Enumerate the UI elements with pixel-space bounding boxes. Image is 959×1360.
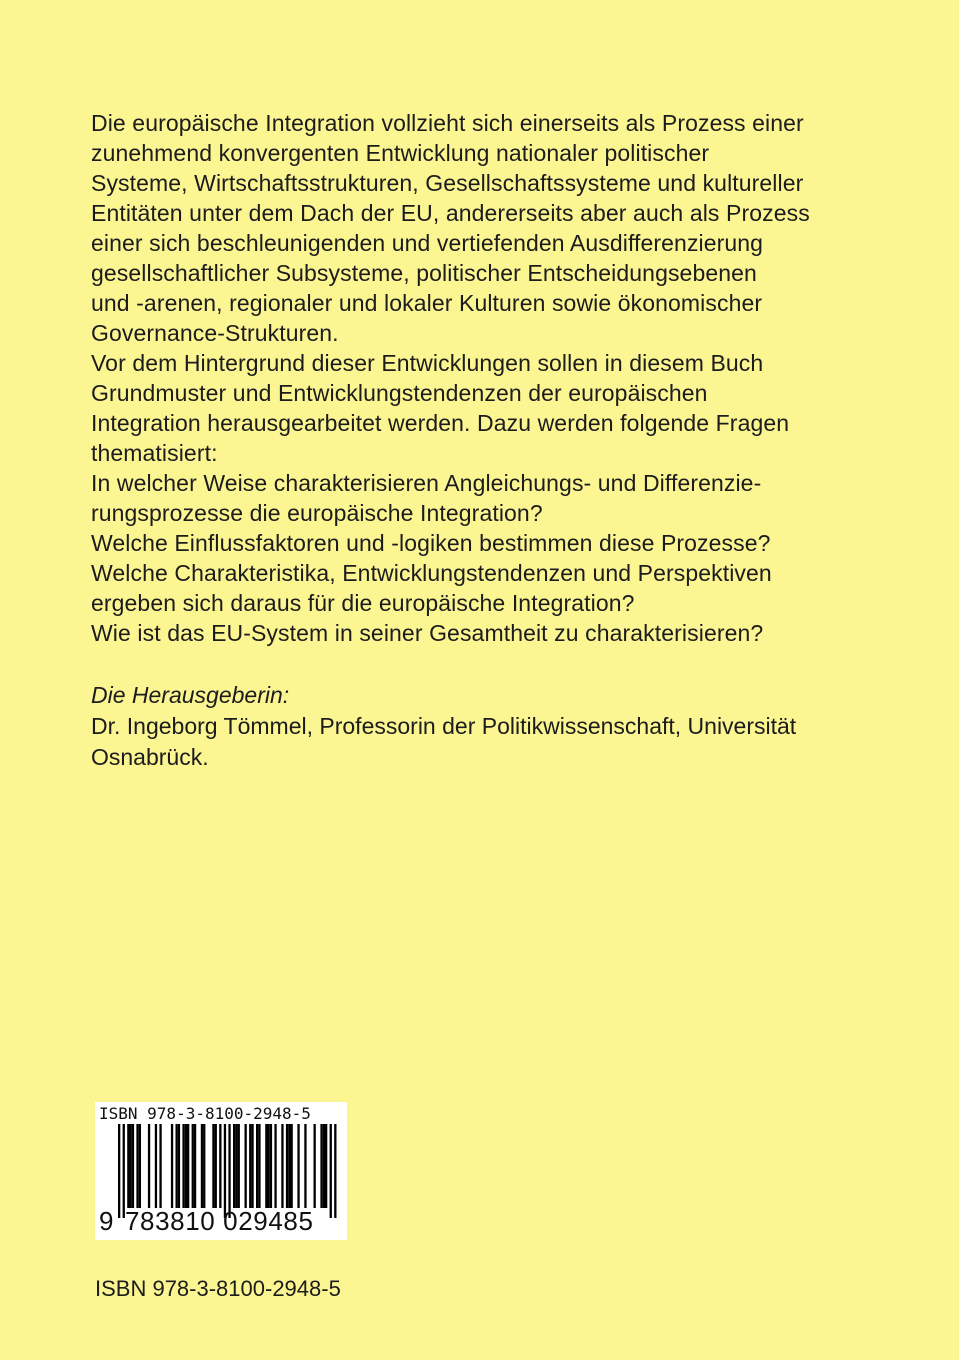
barcode-bar: [215, 1124, 217, 1208]
barcode-bar: [286, 1124, 288, 1208]
barcode-bar: [304, 1124, 306, 1208]
barcode-bar: [270, 1124, 272, 1208]
blurb-line: Governance-Strukturen.: [91, 320, 339, 346]
blurb-line: Wie ist das EU-System in seiner Gesamtheit zu charakterisieren?: [91, 620, 764, 646]
barcode-bar: [320, 1124, 322, 1208]
barcode-bar: [130, 1124, 132, 1208]
barcode-bar: [118, 1124, 120, 1218]
blurb-line: Integration herausgearbeitet werden. Dazu werden folgende Fragen: [91, 410, 790, 436]
barcode-bar: [258, 1124, 260, 1208]
barcode-bar: [185, 1124, 187, 1208]
barcode-bar: [288, 1124, 290, 1208]
barcode-bar: [281, 1124, 283, 1208]
barcode-digits: 783810 029485: [125, 1206, 314, 1236]
blurb-line: In welcher Weise charakterisieren Angleichungs- und Differenzie-: [91, 470, 762, 496]
barcode-bar: [203, 1124, 205, 1208]
editor-line: Osnabrück.: [91, 744, 209, 770]
blurb-line: thematisiert:: [91, 440, 218, 466]
barcode-bar: [235, 1124, 237, 1208]
barcode-bar: [249, 1124, 251, 1208]
blurb-line: Die europäische Integration vollzieht sich einerseits als Prozess einer: [91, 110, 804, 136]
barcode-bar: [219, 1124, 221, 1208]
isbn-footer: ISBN 978-3-8100-2948-5: [95, 1276, 341, 1301]
blurb-line: Welche Einflussfaktoren und -logiken bestimmen diese Prozesse?: [91, 530, 771, 556]
barcode-bar: [323, 1124, 325, 1208]
blurb-line: zunehmend konvergenten Entwicklung nationaler politischer: [91, 140, 710, 166]
barcode-bar: [245, 1124, 247, 1208]
blurb-line: Vor dem Hintergrund dieser Entwicklungen sollen in diesem Buch: [91, 350, 764, 376]
blurb-line: Entitäten unter dem Dach der EU, andererseits aber auch als Prozess: [91, 200, 810, 226]
barcode-bar: [178, 1124, 180, 1208]
barcode-bar: [136, 1124, 138, 1208]
barcode-bar: [251, 1124, 253, 1208]
barcode-bar: [194, 1124, 196, 1208]
editor-line: Dr. Ingeborg Tömmel, Professorin der Politikwissenschaft, Universität: [91, 713, 797, 739]
barcode-bar: [224, 1124, 226, 1218]
barcode-bar: [297, 1124, 299, 1208]
barcode-bar: [139, 1124, 141, 1208]
barcode-isbn-label: ISBN 978-3-8100-2948-5: [99, 1104, 311, 1123]
barcode-bar: [233, 1124, 235, 1208]
barcode-bar: [176, 1124, 178, 1208]
blurb-line: rungsprozesse die europäische Integration?: [91, 500, 543, 526]
blurb-line: Grundmuster und Entwicklungstendenzen der europäischen: [91, 380, 708, 406]
barcode-bar: [325, 1124, 327, 1208]
barcode-bar: [256, 1124, 258, 1208]
blurb-line: Systeme, Wirtschaftsstrukturen, Gesellschaftssysteme und kultureller: [91, 170, 804, 196]
blurb-line: einer sich beschleunigenden und vertiefenden Ausdifferenzierung: [91, 230, 764, 256]
barcode-bar: [201, 1124, 203, 1208]
barcode-bar: [159, 1124, 161, 1208]
barcode-bar: [192, 1124, 194, 1208]
barcode-bar: [212, 1124, 214, 1208]
barcode-bar: [132, 1124, 134, 1208]
barcode-bar: [228, 1124, 230, 1218]
barcode-bar: [291, 1124, 293, 1208]
blurb-line: und -arenen, regionaler und lokaler Kulturen sowie ökonomischer: [91, 290, 763, 316]
barcode-bar: [330, 1124, 332, 1218]
barcode-bar: [187, 1124, 189, 1208]
isbn-barcode: [95, 1102, 347, 1240]
blurb-line: Welche Charakteristika, Entwicklungstendenzen und Perspektiven: [91, 560, 772, 586]
barcode-bar: [148, 1124, 150, 1208]
barcode-first-digit: 9: [99, 1206, 114, 1236]
barcode-bar: [314, 1124, 316, 1208]
barcode-bar: [334, 1124, 336, 1218]
blurb-text: [91, 108, 851, 648]
barcode-bar: [123, 1124, 125, 1218]
barcode-bar: [268, 1124, 270, 1208]
barcode-bar: [238, 1124, 240, 1208]
editor-heading: Die Herausgeberin:: [91, 682, 290, 708]
editor-info: [91, 680, 871, 773]
barcode-bar: [127, 1124, 129, 1208]
blurb-line: gesellschaftlicher Subsysteme, politischer Entscheidungsebenen: [91, 260, 757, 286]
barcode-bar: [274, 1124, 276, 1208]
barcode-bar: [155, 1124, 157, 1208]
barcode-bar: [182, 1124, 184, 1208]
barcode-bar: [171, 1124, 173, 1208]
blurb-line: ergeben sich daraus für die europäische Integration?: [91, 590, 635, 616]
barcode-bar: [265, 1124, 267, 1208]
